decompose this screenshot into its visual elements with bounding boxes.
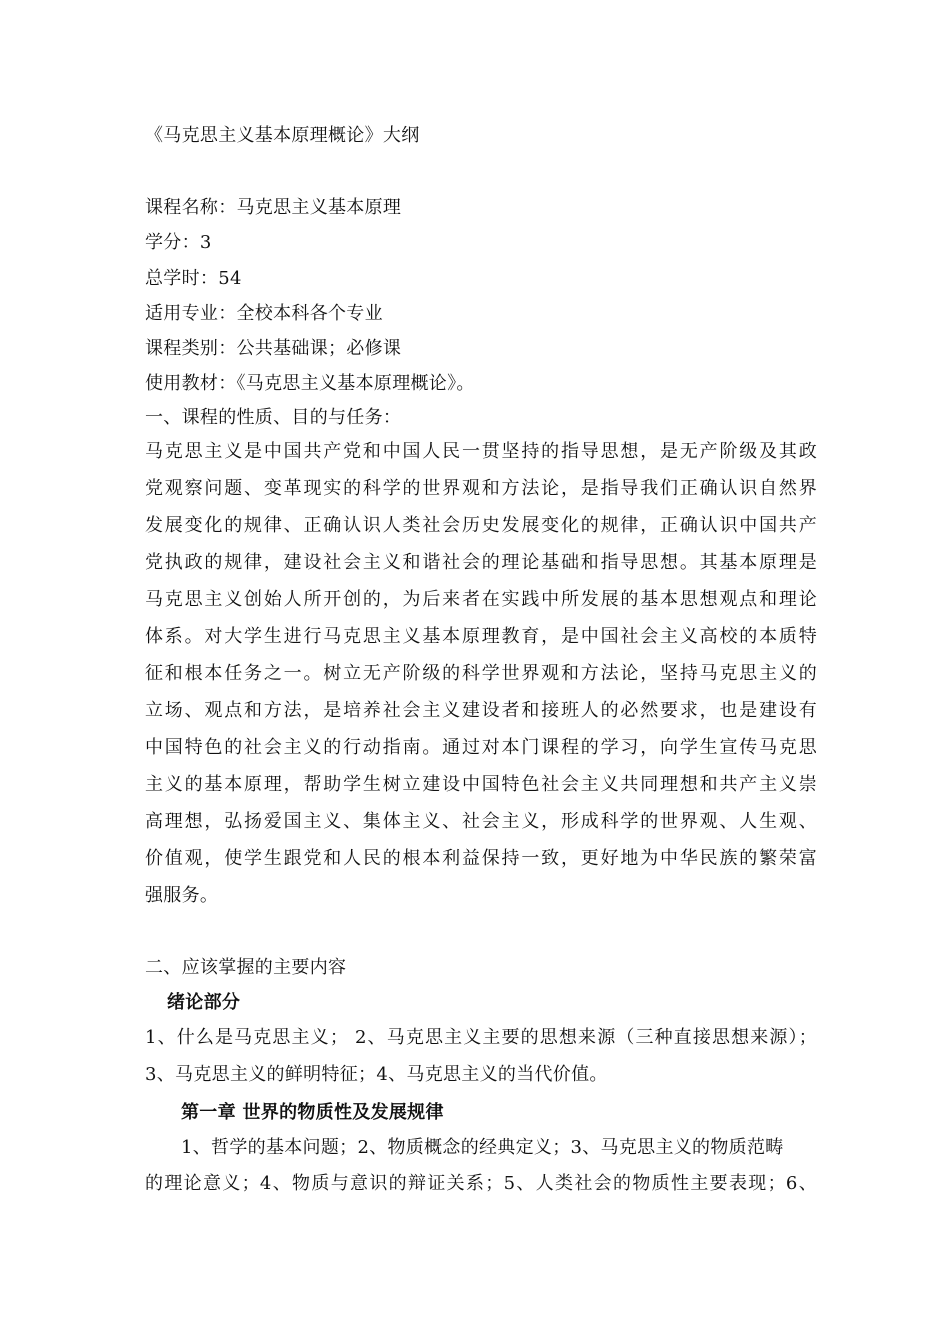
- section1-line: 马克思主义是中国共产党和中国人民一贯坚持的指导思想，是无产阶级及其政: [145, 441, 817, 462]
- section1-heading: 一、课程的性质、目的与任务：: [145, 407, 402, 428]
- section1-line-last: 强服务。: [145, 885, 219, 906]
- chapter1-line: 的理论意义；4、物质与意识的辩证关系；5、人类社会的物质性主要表现；6、: [145, 1173, 817, 1194]
- section1-line: 立场、观点和方法，是培养社会主义建设者和接班人的必然要求，也是建设有: [145, 700, 817, 721]
- intro-line: 3、马克思主义的鲜明特征；4、马克思主义的当代价值。: [145, 1064, 608, 1085]
- document-title: 《马克思主义基本原理概论》大纲: [145, 125, 420, 146]
- section1-line: 党执政的规律，建设社会主义和谐社会的理论基础和指导思想。其基本原理是: [145, 552, 817, 573]
- info-category: 课程类别：公共基础课；必修课: [145, 338, 402, 359]
- info-credits: 学分：3: [145, 232, 212, 253]
- section1-line: 主义的基本原理，帮助学生树立建设中国特色社会主义共同理想和共产主义崇: [145, 774, 817, 795]
- section1-line: 党观察问题、变革现实的科学的世界观和方法论，是指导我们正确认识自然界: [145, 478, 817, 499]
- section1-line: 高理想，弘扬爱国主义、集体主义、社会主义，形成科学的世界观、人生观、: [145, 811, 817, 832]
- info-textbook: 使用教材：《马克思主义基本原理概论》。: [145, 373, 475, 394]
- section2-heading: 二、应该掌握的主要内容: [145, 957, 347, 978]
- section1-line: 价值观，使学生跟党和人民的根本利益保持一致，更好地为中华民族的繁荣富: [145, 848, 817, 869]
- section1-line: 中国特色的社会主义的行动指南。通过对本门课程的学习，向学生宣传马克思: [145, 737, 817, 758]
- section1-line: 马克思主义创始人所开创的，为后来者在实践中所发展的基本思想观点和理论: [145, 589, 817, 610]
- section1-line: 征和根本任务之一。树立无产阶级的科学世界观和方法论，坚持马克思主义的: [145, 663, 817, 684]
- info-major: 适用专业：全校本科各个专业: [145, 303, 383, 324]
- info-course-name: 课程名称：马克思主义基本原理: [145, 197, 402, 218]
- section1-line: 发展变化的规律、正确认识人类社会历史发展变化的规律，正确认识中国共产: [145, 515, 817, 536]
- chapter1-heading: 第一章 世界的物质性及发展规律: [181, 1102, 444, 1123]
- intro-line: 1、什么是马克思主义； 2、马克思主义主要的思想来源（三种直接思想来源）；: [145, 1027, 817, 1048]
- section1-line: 体系。对大学生进行马克思主义基本原理教育，是中国社会主义高校的本质特: [145, 626, 817, 647]
- chapter1-line: 1、哲学的基本问题；2、物质概念的经典定义；3、马克思主义的物质范畴: [181, 1137, 784, 1158]
- info-total-hours: 总学时：54: [145, 268, 242, 289]
- intro-heading: 绪论部分: [167, 992, 241, 1013]
